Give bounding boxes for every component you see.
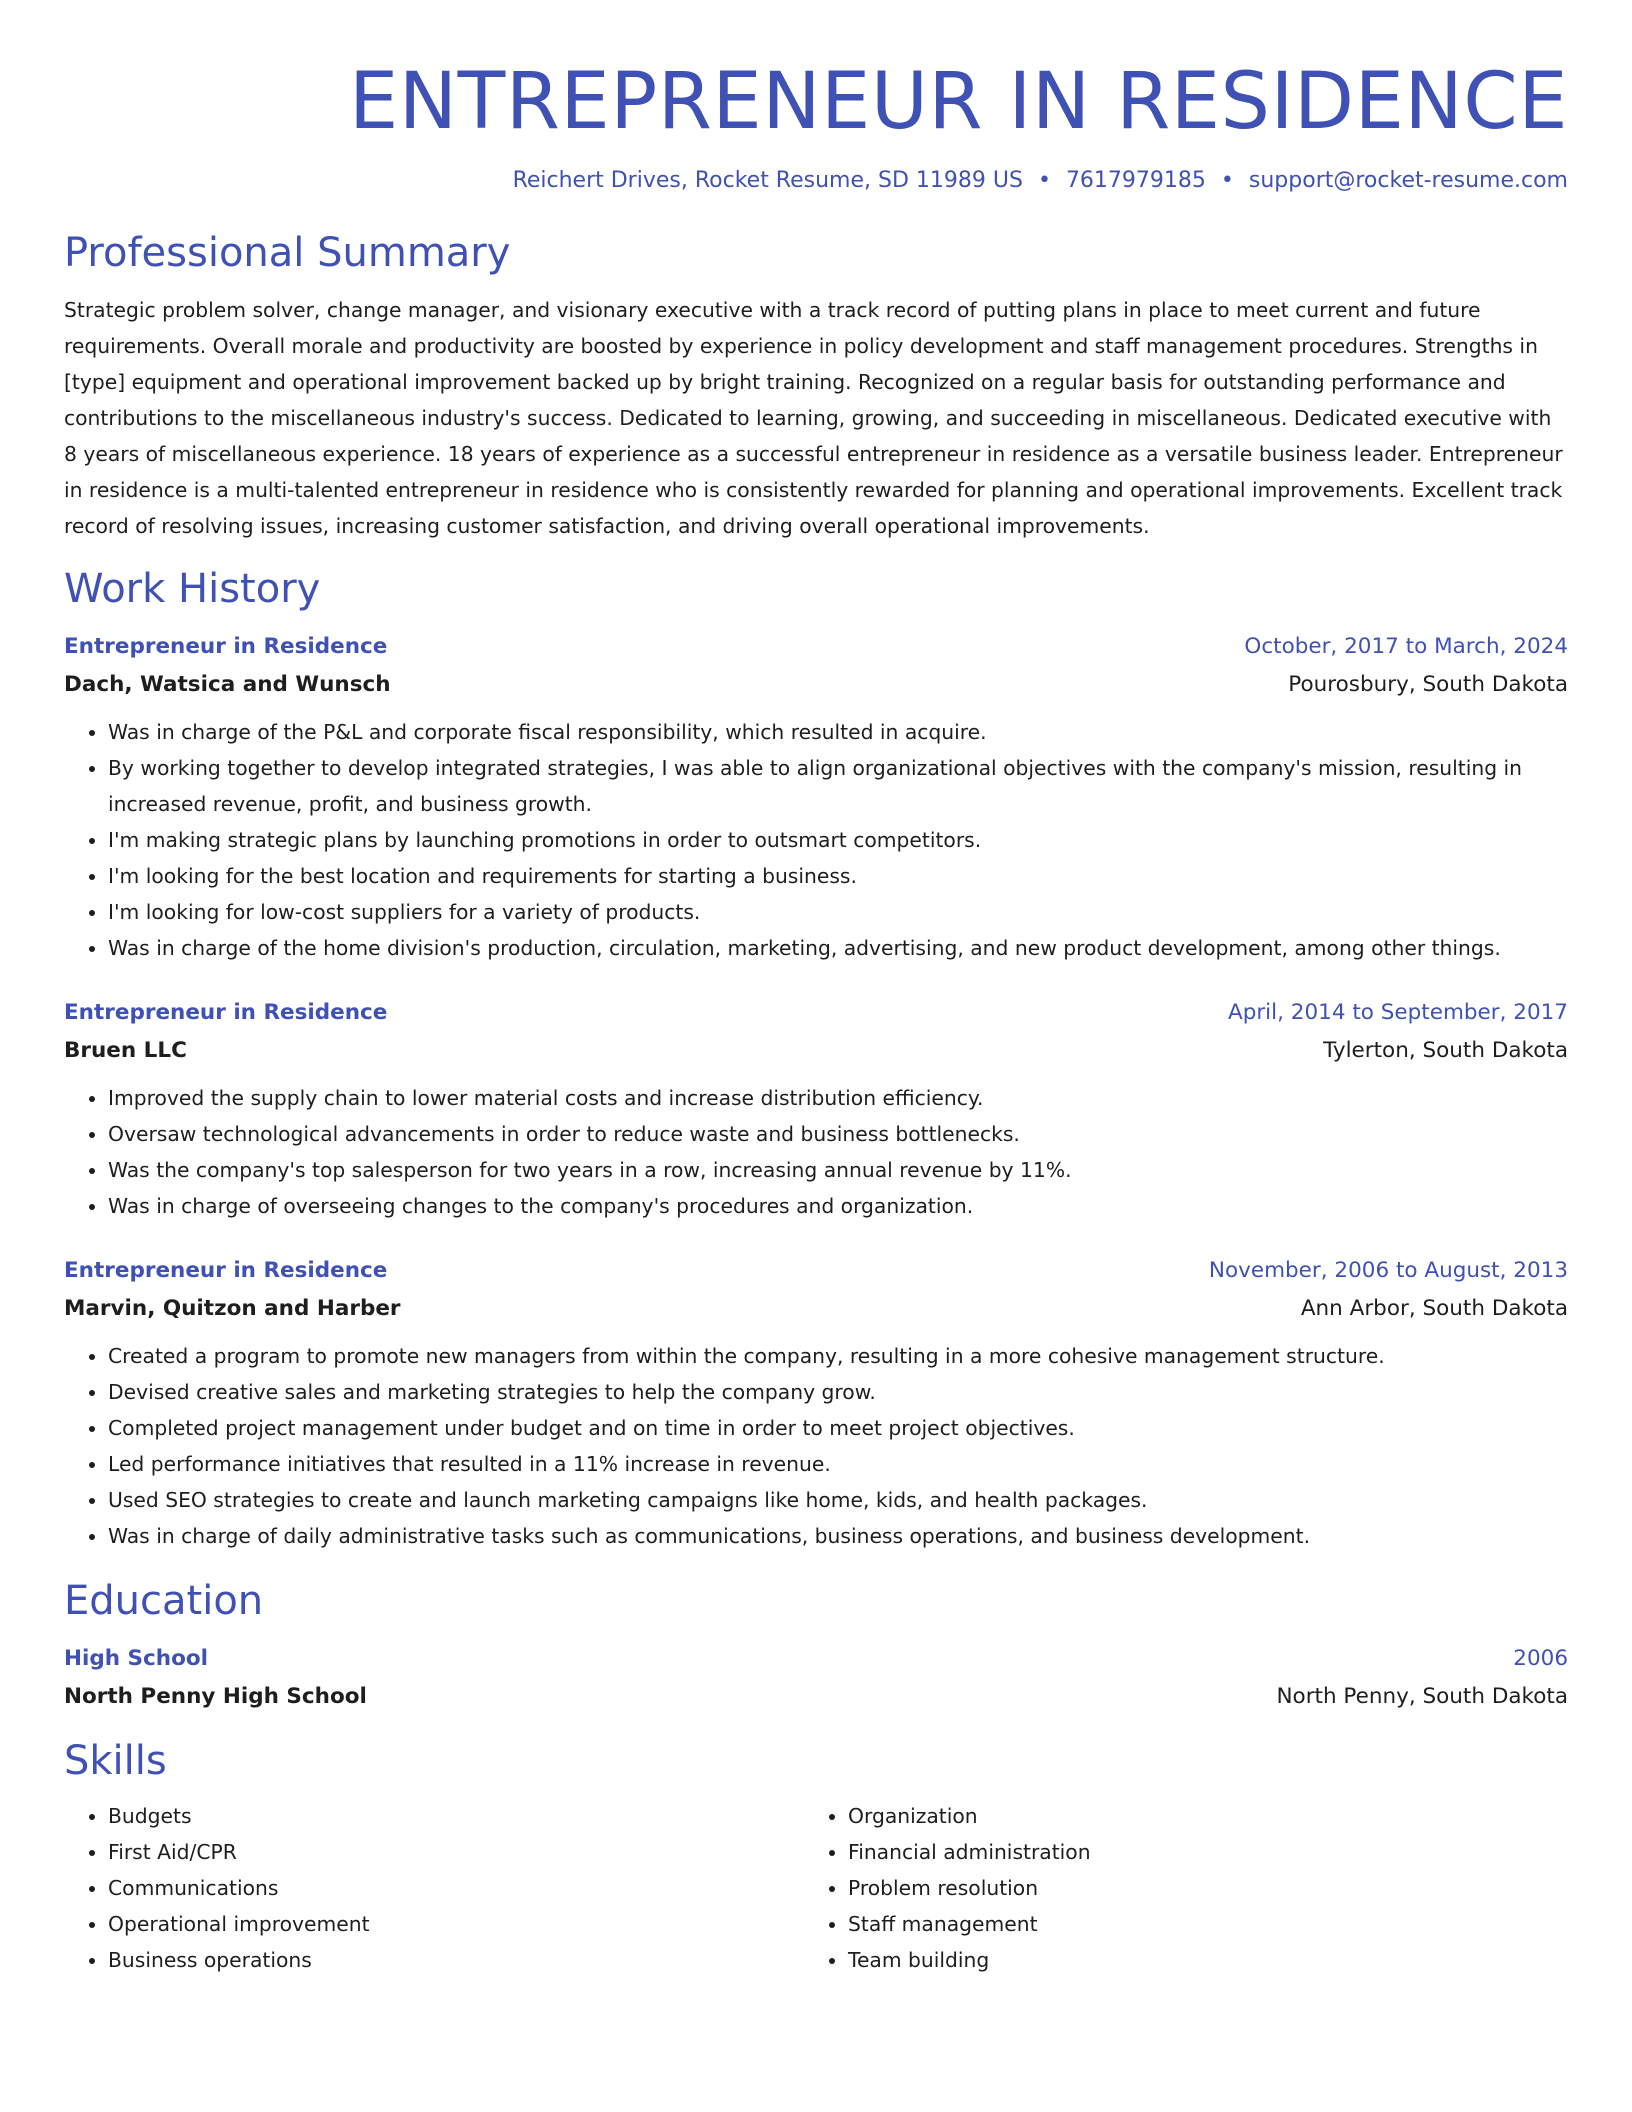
skill-item: • Staff management: [848, 1906, 1564, 1942]
job-bullet: • Oversaw technological advancements in order to reduce waste and business bottlenecks.: [108, 1116, 1568, 1152]
contact-line: [64, 166, 1568, 196]
job-location: Ann Arbor, South Dakota: [1300, 1296, 1568, 1321]
job-company: Marvin, Quitzon and Harber: [64, 1296, 401, 1321]
section-title-summary: Professional Summary: [64, 230, 511, 276]
separator-dot: •: [1220, 168, 1234, 193]
skill-item: • Operational improvement: [108, 1906, 804, 1942]
job-bullet: • Used SEO strategies to create and launch marketing campaigns like home, kids, and health packages.: [108, 1482, 1568, 1518]
skills-column-2: [804, 1798, 1564, 1978]
job-entry: [64, 628, 1568, 966]
contact-address: Reichert Drives, Rocket Resume, SD 11989 US: [512, 168, 1023, 193]
job-entry: [64, 994, 1568, 1224]
job-bullet: • Completed project management under budget and on time in order to meet project objectives.: [108, 1410, 1568, 1446]
job-bullet: • Was in charge of the P&L and corporate fiscal responsibility, which resulted in acquire.: [108, 714, 1568, 750]
contact-phone: 7617979185: [1065, 168, 1206, 193]
job-bullet: • Devised creative sales and marketing strategies to help the company grow.: [108, 1374, 1568, 1410]
skill-item: • Problem resolution: [848, 1870, 1564, 1906]
skill-item: • Team building: [848, 1942, 1564, 1978]
section-title-skills: Skills: [64, 1738, 167, 1784]
job-bullets: [64, 714, 1568, 966]
job-bullet: • By working together to develop integrated strategies, I was able to align organizational objectives with the company's mission, resulting in increased revenue, profit, and business growth.: [108, 750, 1568, 822]
job-role: Entrepreneur in Residence: [64, 1258, 388, 1283]
job-bullet: • Created a program to promote new managers from within the company, resulting in a more cohesive management structure.: [108, 1338, 1568, 1374]
job-entry: [64, 1252, 1568, 1554]
section-title-education: Education: [64, 1578, 264, 1624]
job-bullet: • I'm looking for the best location and requirements for starting a business.: [108, 858, 1568, 894]
job-bullet: • Was in charge of daily administrative tasks such as communications, business operations, and business development.: [108, 1518, 1568, 1554]
summary-text: Strategic problem solver, change manager, and visionary executive with a track record of putting plans in place to meet current and future requirements. Overall morale and productivity are boosted by experience in policy development and staff management procedures. Strengths in [type] equipment and operational improvement backed up by bright training. Recognized on a regular basis for outstanding performance and contributions to the miscellaneous industry's success. Dedicated to learning, growing, and succeeding in miscellaneous. Dedicated executive with 8 years of miscellaneous experience. 18 years of experience as a successful entrepreneur in residence as a versatile business leader. Entrepreneur in residence is a multi-talented entrepreneur in residence who is consistently rewarded for planning and operational improvements. Excellent track record of resolving issues, increasing customer satisfaction, and driving overall operational improvements.: [64, 298, 1563, 538]
job-role: Entrepreneur in Residence: [64, 1000, 388, 1025]
section-title-work-history: Work History: [64, 566, 321, 612]
contact-email: support@rocket-resume.com: [1248, 168, 1568, 193]
education-entry: [64, 1640, 1568, 1716]
skill-item: • Communications: [108, 1870, 804, 1906]
job-bullet: • Was in charge of the home division's production, circulation, marketing, advertising, and new product development, among other things.: [108, 930, 1568, 966]
education-degree: High School: [64, 1646, 208, 1671]
skills-column-1: [64, 1798, 804, 1978]
job-dates: October, 2017 to March, 2024: [1244, 634, 1568, 659]
education-school: North Penny High School: [64, 1684, 367, 1709]
job-bullet: • Was the company's top salesperson for two years in a row, increasing annual revenue by 11%.: [108, 1152, 1568, 1188]
skill-item: • Business operations: [108, 1942, 804, 1978]
skills-list: [64, 1798, 1568, 1978]
education-location: North Penny, South Dakota: [1276, 1684, 1568, 1709]
job-role: Entrepreneur in Residence: [64, 634, 388, 659]
resume-name: ENTREPRENEUR IN RESIDENCE: [348, 57, 1568, 147]
job-bullets: [64, 1338, 1568, 1554]
skill-item: • Organization: [848, 1798, 1564, 1834]
job-bullet: • I'm looking for low-cost suppliers for a variety of products.: [108, 894, 1568, 930]
skill-item: • Financial administration: [848, 1834, 1564, 1870]
job-bullet: • I'm making strategic plans by launching promotions in order to outsmart competitors.: [108, 822, 1568, 858]
job-location: Tylerton, South Dakota: [1323, 1038, 1568, 1063]
separator-dot: •: [1037, 168, 1051, 193]
job-bullet: • Improved the supply chain to lower material costs and increase distribution efficiency.: [108, 1080, 1568, 1116]
job-bullet: • Led performance initiatives that resulted in a 11% increase in revenue.: [108, 1446, 1568, 1482]
job-bullets: [64, 1080, 1568, 1224]
job-dates: April, 2014 to September, 2017: [1227, 1000, 1568, 1025]
job-company: Dach, Watsica and Wunsch: [64, 672, 391, 697]
education-year: 2006: [1513, 1646, 1568, 1671]
job-location: Pourosbury, South Dakota: [1288, 672, 1568, 697]
job-bullet: • Was in charge of overseeing changes to the company's procedures and organization.: [108, 1188, 1568, 1224]
job-dates: November, 2006 to August, 2013: [1208, 1258, 1568, 1283]
skill-item: • Budgets: [108, 1798, 804, 1834]
job-company: Bruen LLC: [64, 1038, 187, 1063]
skill-item: • First Aid/CPR: [108, 1834, 804, 1870]
